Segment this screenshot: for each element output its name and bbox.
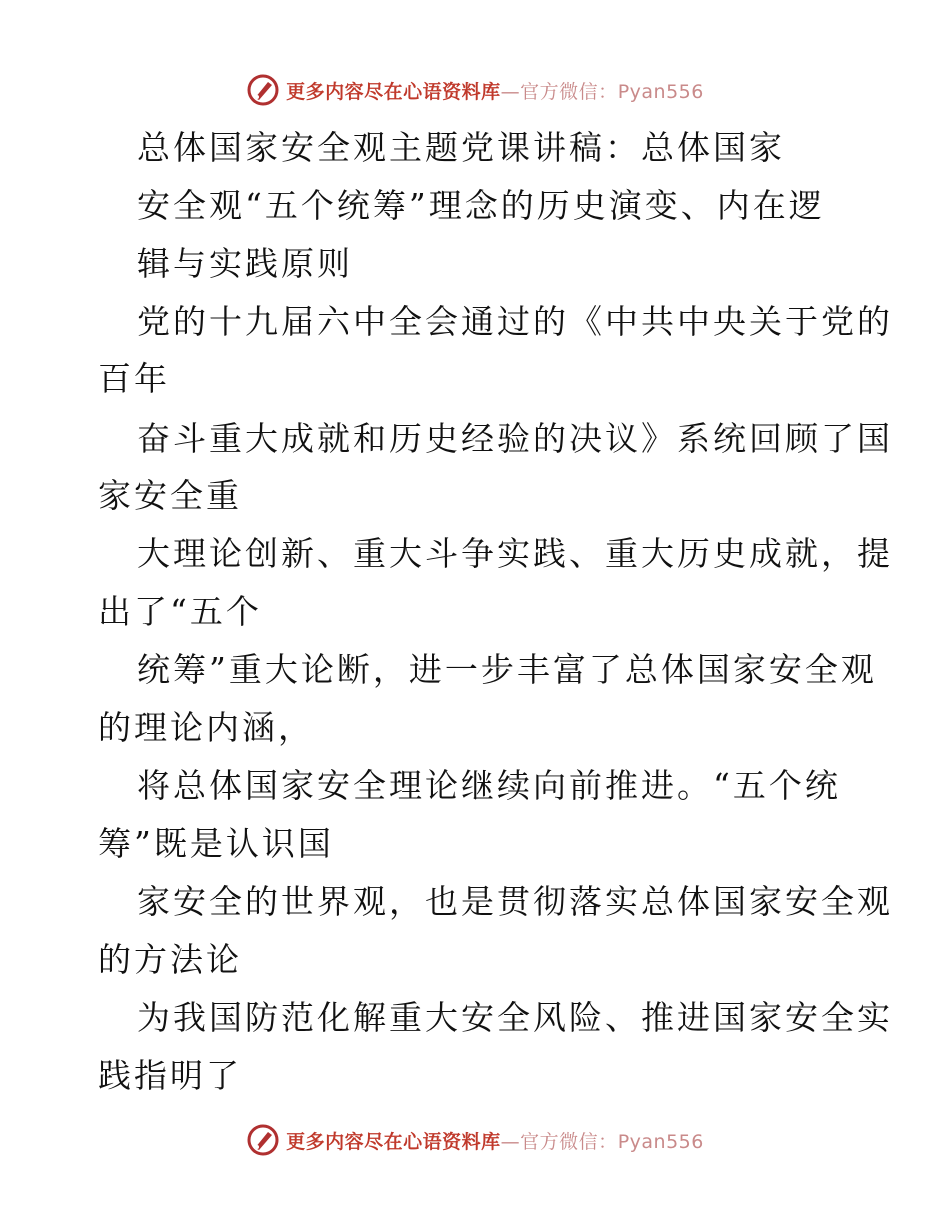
body-line: 将总体国家安全理论继续向前推进。“五个统 xyxy=(137,766,841,805)
body-line: 统筹”重大论断，进一步丰富了总体国家安全观 xyxy=(137,650,877,689)
header-watermark-banner xyxy=(0,70,950,110)
banner-text xyxy=(286,77,704,104)
body-line: 百年 xyxy=(98,359,170,398)
banner-brand: 更多内容尽在心语资料库 xyxy=(286,80,501,103)
banner-text xyxy=(286,1127,704,1154)
banner-dash: — xyxy=(500,80,521,103)
body-line: 践指明了 xyxy=(98,1056,242,1095)
body-line: 出了“五个 xyxy=(98,592,262,631)
footer-watermark-banner xyxy=(0,1120,950,1160)
pen-logo-icon xyxy=(246,1123,280,1157)
body-line: 奋斗重大成就和历史经验的决议》系统回顾了国 xyxy=(137,419,893,458)
body-line: 筹”既是认识国 xyxy=(98,824,334,863)
title-line-1: 总体国家安全观主题党课讲稿：总体国家 xyxy=(137,128,785,167)
banner-dash: — xyxy=(500,1130,521,1153)
title-line-3: 辑与实践原则 xyxy=(137,244,353,283)
pen-logo-icon xyxy=(246,73,280,107)
banner-contact-label: 官方微信： xyxy=(520,80,618,103)
body-line: 家安全的世界观，也是贯彻落实总体国家安全观 xyxy=(137,882,893,921)
body-line: 的理论内涵， xyxy=(98,708,314,747)
banner-contact-value: Pyan556 xyxy=(617,80,704,103)
banner-brand: 更多内容尽在心语资料库 xyxy=(286,1130,501,1153)
body-line: 为我国防范化解重大安全风险、推进国家安全实 xyxy=(137,998,893,1037)
body-line: 的方法论 xyxy=(98,940,242,979)
title-line-2: 安全观“五个统筹”理念的历史演变、内在逻 xyxy=(137,186,825,225)
banner-contact-value: Pyan556 xyxy=(617,1130,704,1153)
body-line: 大理论创新、重大斗争实践、重大历史成就，提 xyxy=(137,534,893,573)
body-line: 党的十九届六中全会通过的《中共中央关于党的 xyxy=(137,302,893,341)
banner-contact-label: 官方微信： xyxy=(520,1130,618,1153)
body-line: 家安全重 xyxy=(98,476,242,515)
